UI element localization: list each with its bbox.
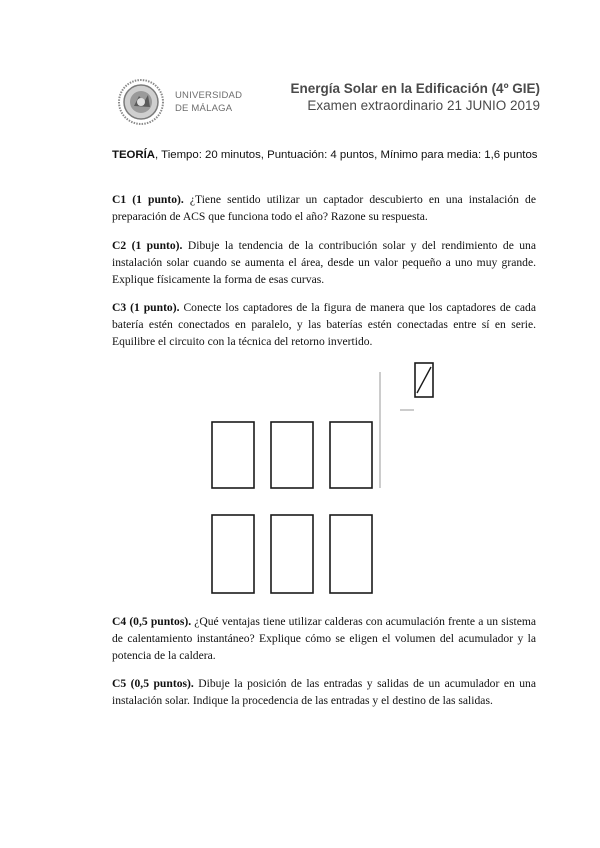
- collector-battery1-3: [330, 422, 372, 488]
- question-text: Dibuje la tendencia de la contribución solar y del rendimiento de una instalación solar cuando se aumenta el área, desde un valor pequeño a uno muy grande. Explique físicamente la forma de esas curvas.: [112, 239, 537, 286]
- question-c4: [112, 613, 536, 664]
- theory-label: TEORÍA: [112, 149, 156, 161]
- question-c3: [112, 299, 536, 350]
- question-c2: [112, 237, 536, 288]
- theory-line: [112, 149, 537, 161]
- collector-battery2-1: [212, 515, 254, 593]
- question-label: C5 (0,5 puntos).: [112, 677, 194, 690]
- question-label: C2 (1 punto).: [112, 239, 183, 252]
- theory-details: , Tiempo: 20 minutos, Puntuación: 4 puntos, Mínimo para media: 1,6 puntos: [155, 149, 538, 161]
- university-seal-icon: [117, 78, 165, 126]
- exam-name: Examen extraordinario 21 JUNIO 2019: [307, 98, 540, 113]
- collector-battery1-2: [271, 422, 313, 488]
- question-label: C3 (1 punto).: [112, 301, 180, 314]
- question-text: ¿Tiene sentido utilizar un captador descubierto en una instalación de preparación de ACS que funciona todo el año? Razone su respuesta.: [112, 193, 536, 223]
- collector-diagram: [200, 360, 450, 610]
- course-title: Energía Solar en la Edificación (4º GIE): [290, 81, 540, 96]
- question-c5: [112, 675, 536, 709]
- question-text: Dibuje la posición de las entradas y salidas de un acumulador en una instalación solar. Indique la procedencia de las entradas y el destino de las salidas.: [112, 677, 536, 707]
- collector-battery2-2: [271, 515, 313, 593]
- collector-battery2-3: [330, 515, 372, 593]
- collector-battery1-1: [212, 422, 254, 488]
- university-name: [175, 89, 242, 115]
- pump-diagonal: [417, 367, 431, 393]
- question-label: C4 (0,5 puntos).: [112, 615, 192, 628]
- question-text: Conecte los captadores de la figura de manera que los captadores de cada batería estén conectados en paralelo, y las baterías estén conectadas entre sí en serie. Equilibre el circuito con la técnica del retorno invertido.: [112, 301, 537, 348]
- university-name-line1: UNIVERSIDAD: [175, 90, 243, 101]
- question-c1: [112, 191, 536, 225]
- course-header: [291, 80, 541, 114]
- question-label: C1 (1 punto).: [112, 193, 184, 206]
- university-name-line2: DE MÁLAGA: [175, 103, 233, 114]
- question-text: ¿Qué ventajas tiene utilizar calderas con acumulación frente a un sistema de calentamiento instantáneo? Explique cómo se eligen el volumen del acumulador y la potencia de la caldera.: [112, 615, 537, 662]
